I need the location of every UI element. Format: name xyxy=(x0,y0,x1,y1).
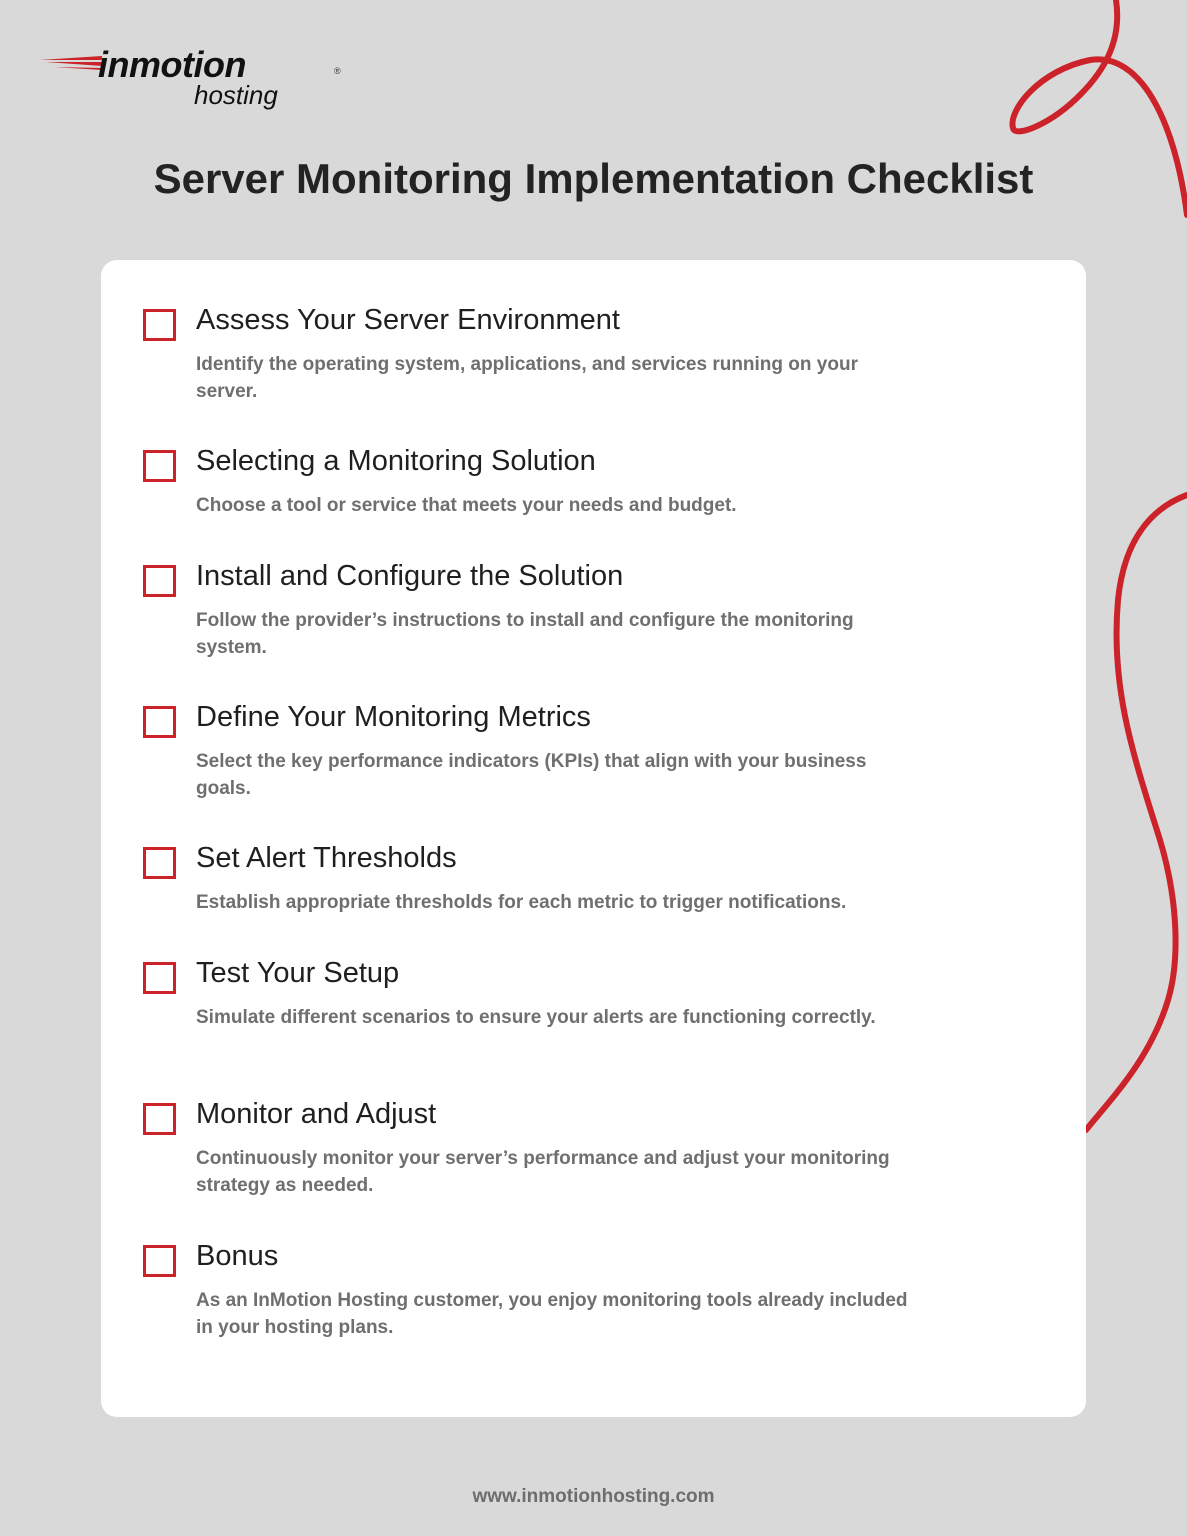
checkbox[interactable] xyxy=(143,565,176,597)
footer-url[interactable]: www.inmotionhosting.com xyxy=(472,1486,715,1507)
logo-subtitle: hosting xyxy=(194,80,278,110)
checkbox[interactable] xyxy=(143,706,176,738)
item-description: Identify the operating system, applications, and services running on your server. xyxy=(196,354,858,402)
item-title: Monitor and Adjust xyxy=(196,1098,437,1130)
item-description: Establish appropriate thresholds for each metric to trigger notifications. xyxy=(196,892,847,913)
item-description: Select the key performance indicators (KPIs) that align with your business goals. xyxy=(196,751,867,799)
item-title: Set Alert Thresholds xyxy=(196,842,457,874)
checkbox[interactable] xyxy=(143,847,176,879)
item-title: Test Your Setup xyxy=(196,957,400,989)
item-title: Define Your Monitoring Metrics xyxy=(196,701,591,733)
inmotion-hosting-logo xyxy=(40,44,341,116)
checkbox[interactable] xyxy=(143,309,176,341)
checkbox[interactable] xyxy=(143,962,176,994)
item-title: Assess Your Server Environment xyxy=(196,304,620,336)
registered-mark: ® xyxy=(334,66,341,76)
checkbox[interactable] xyxy=(143,450,176,482)
logo-speed-streak-icon xyxy=(40,56,102,70)
item-description: Choose a tool or service that meets your needs and budget. xyxy=(196,495,737,516)
item-title: Bonus xyxy=(196,1240,279,1272)
item-description: As an InMotion Hosting customer, you enjoy monitoring tools already included in your hosting plans. xyxy=(196,1290,908,1338)
item-description: Simulate different scenarios to ensure your alerts are functioning correctly. xyxy=(196,1007,876,1028)
logo-brand-text: inmotion xyxy=(98,44,246,85)
item-description: Continuously monitor your server’s performance and adjust your monitoring strategy as needed. xyxy=(196,1148,890,1196)
checklist-card xyxy=(101,260,1086,1417)
item-description: Follow the provider’s instructions to install and configure the monitoring system. xyxy=(196,610,854,658)
item-title: Install and Configure the Solution xyxy=(196,560,624,592)
checkbox[interactable] xyxy=(143,1245,176,1277)
item-title: Selecting a Monitoring Solution xyxy=(196,445,596,477)
page-title: Server Monitoring Implementation Checklist xyxy=(153,155,1034,202)
checkbox[interactable] xyxy=(143,1103,176,1135)
